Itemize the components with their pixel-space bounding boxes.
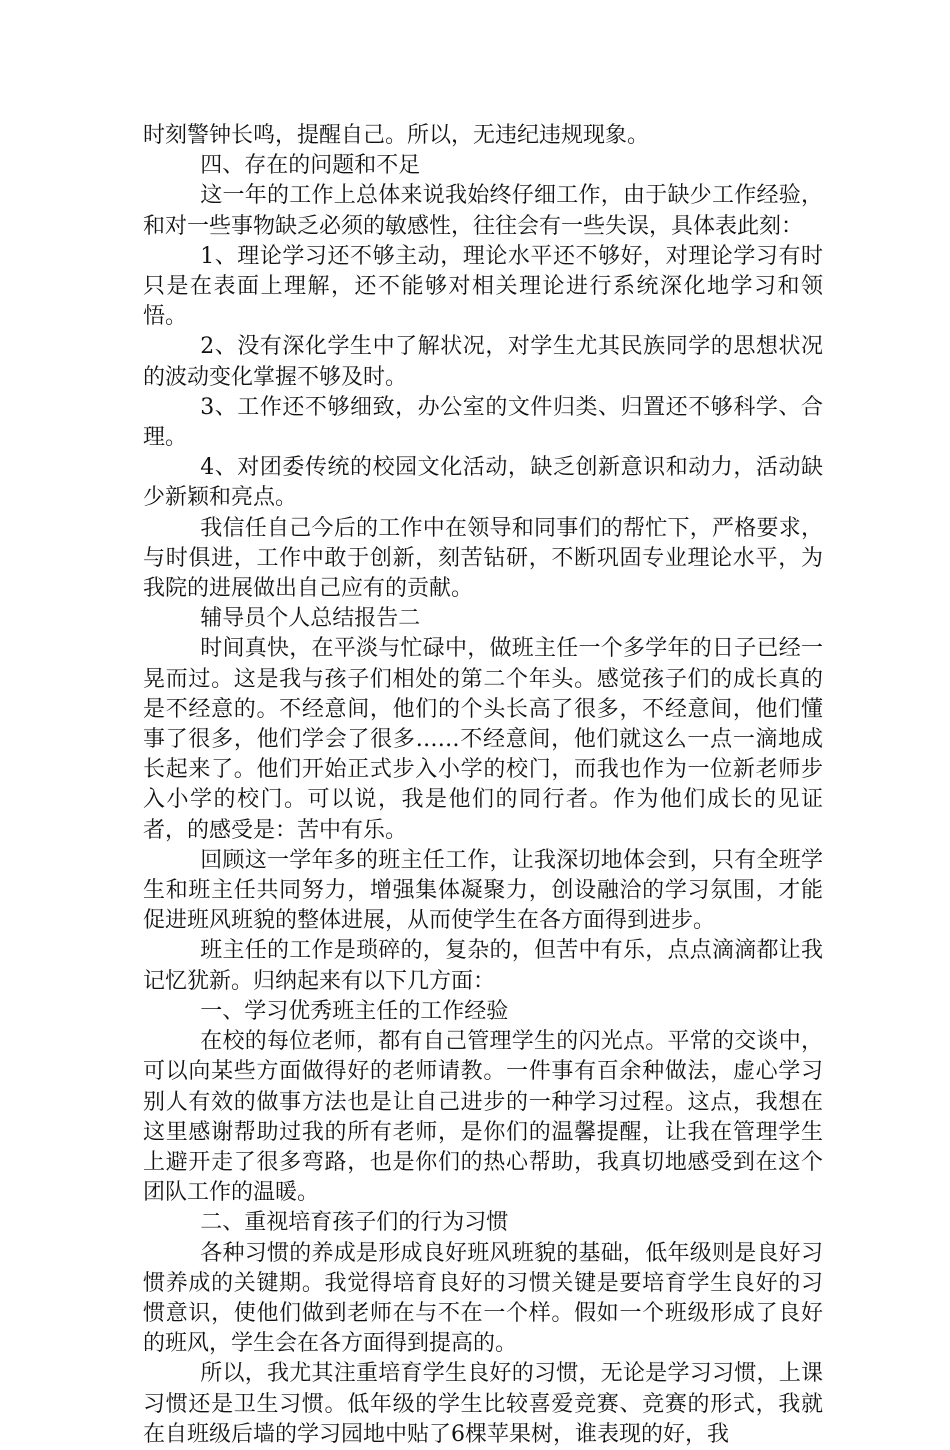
- paragraph: 这一年的工作上总体来说我始终仔细工作，由于缺少工作经验，和对一些事物缺乏必须的敏感性，往往会有一些失误，具体表此刻：: [143, 183, 823, 239]
- section-heading: 四、存在的问题和不足: [200, 153, 421, 179]
- paragraph: 所以，我尤其注重培育学生良好的习惯，无论是学习习惯，上课习惯还是卫生习惯。低年级的学生比较喜爱竞赛、竞赛的形式，我就在自班级后墙的学习园地中贴了6棵苹果树，谁表现的好，我: [143, 1361, 823, 1447]
- paragraph: 回顾这一学年多的班主任工作，让我深切地体会到，只有全班学生和班主任共同努力，增强集体凝聚力，创设融洽的学习氛围，才能促进班风班貌的整体进展，从而使学生在各方面得到进步。: [143, 847, 823, 934]
- list-item: 3、工作还不够细致，办公室的文件归类、归置还不够科学、合理。: [143, 394, 823, 451]
- list-item: 2、没有深化学生中了解状况，对学生尤其民族同学的思想状况的波动变化掌握不够及时。: [143, 334, 823, 390]
- paragraph: 班主任的工作是琐碎的，复杂的，但苦中有乐，点点滴滴都让我记忆犹新。归纳起来有以下几方面：: [143, 938, 823, 994]
- paragraph: 时刻警钟长鸣，提醒自己。所以，无违纪违规现象。: [143, 123, 650, 148]
- section-heading: 二、重视培育孩子们的行为习惯: [200, 1210, 509, 1236]
- report-title: 辅导员个人总结报告二: [200, 606, 421, 632]
- paragraph: 时间真快，在平淡与忙碌中，做班主任一个多学年的日子已经一晃而过。这是我与孩子们相处的第二个年头。感觉孩子们的成长真的是不经意的。不经意间，他们的个头长高了很多，不经意间，他们懂事了很多，他们学会了很多……不经意间，他们就这么一点一滴地成长起来了。他们开始正式步入小学的校门，而我也作为一位新老师步入小学的校门。可以说，我是他们的同行者。作为他们成长的见证者，的感受是：苦中有乐。: [143, 636, 823, 843]
- section-heading: 一、学习优秀班主任的工作经验: [200, 998, 509, 1024]
- document-body: [143, 121, 823, 1450]
- paragraph: 在校的每位老师，都有自己管理学生的闪光点。平常的交谈中，可以向某些方面做得好的老师请教。一件事有百余种做法，虚心学习别人有效的做事方法也是让自己进步的一种学习过程。这点，我想在这里感谢帮助过我的所有老师，是你们的温馨提醒，让我在管理学生上避开走了很多弯路，也是你们的热心帮助，我真切地感受到在这个团队工作的温暖。: [143, 1029, 823, 1206]
- paragraph: 各种习惯的养成是形成良好班风班貌的基础，低年级则是良好习惯养成的关键期。我觉得培育良好的习惯关键是要培育学生良好的习惯意识，使他们做到老师在与不在一个样。假如一个班级形成了良好的班风，学生会在各方面得到提高的。: [143, 1240, 823, 1357]
- list-item: 4、对团委传统的校园文化活动，缺乏创新意识和动力，活动缺少新颖和亮点。: [143, 455, 823, 511]
- list-item: 1、理论学习还不够主动，理论水平还不够好，对理论学习有时只是在表面上理解，还不能够对相关理论进行系统深化地学习和领悟。: [143, 243, 823, 330]
- paragraph: 我信任自己今后的工作中在领导和同事们的帮忙下，严格要求，与时俱进，工作中敢于创新，刻苦钻研，不断巩固专业理论水平，为我院的进展做出自己应有的贡献。: [143, 515, 823, 602]
